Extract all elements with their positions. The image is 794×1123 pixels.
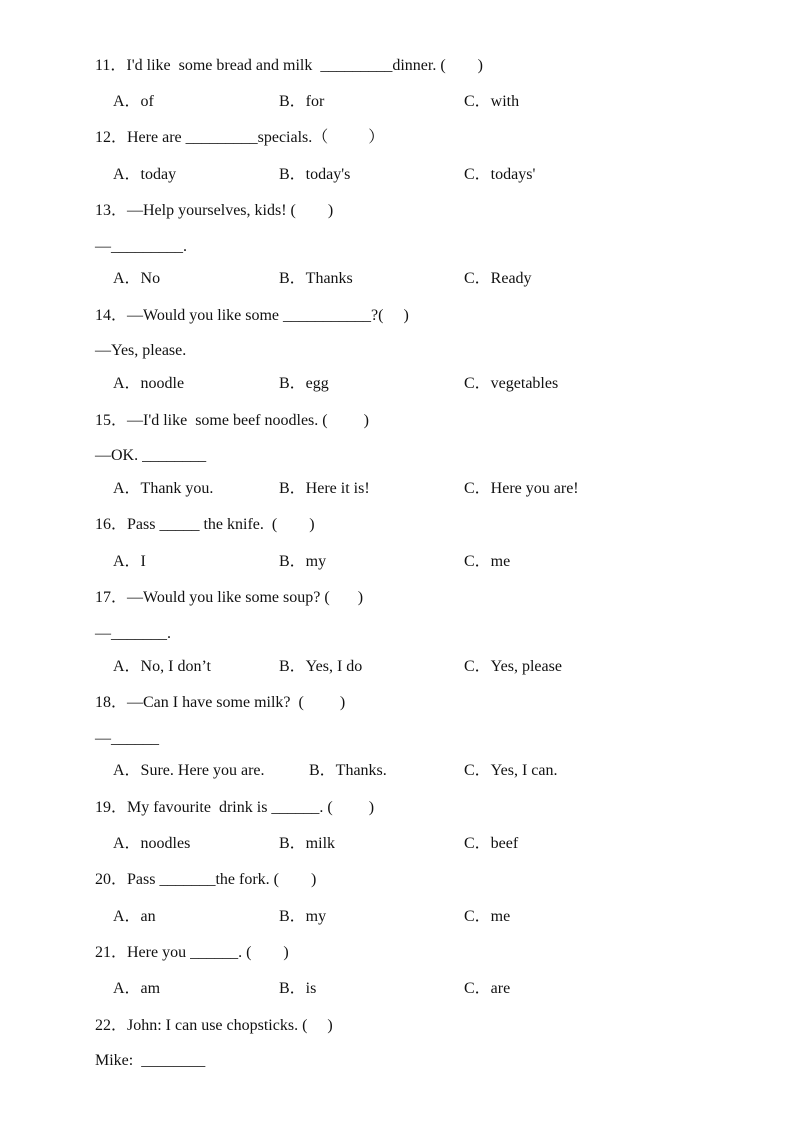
question-13-option-c: C．Ready — [464, 270, 532, 287]
question-15-reply: —OK. ________ — [95, 447, 207, 464]
question-18-stem: 18．—Can I have some milk? ( ) — [95, 694, 346, 711]
question-18-option-b: B．Thanks. — [309, 762, 387, 779]
question-14-option-c: C．vegetables — [464, 375, 559, 392]
question-18-option-a: A．Sure. Here you are. — [113, 762, 265, 779]
question-18-option-c: C．Yes, I can. — [464, 762, 558, 779]
question-20-stem: 20．Pass _______the fork. ( ) — [95, 871, 317, 888]
question-19-option-c: C．beef — [464, 835, 519, 852]
question-16-option-c: C．me — [464, 553, 511, 570]
question-14-stem: 14．—Would you like some ___________?( ) — [95, 307, 409, 324]
question-16-option-a: A．I — [113, 553, 146, 570]
question-15-option-b: B．Here it is! — [279, 480, 370, 497]
question-11-stem: 11．I'd like some bread and milk _________dinner. ( ) — [95, 57, 484, 74]
question-15-option-c: C．Here you are! — [464, 480, 579, 497]
question-22-reply: Mike: ________ — [95, 1052, 206, 1069]
question-19-option-b: B．milk — [279, 835, 336, 852]
question-13-reply: —_________. — [95, 238, 187, 255]
question-13-option-a: A．No — [113, 270, 161, 287]
question-12-option-b: B．today's — [279, 166, 351, 183]
question-15-option-a: A．Thank you. — [113, 480, 214, 497]
question-17-option-c: C．Yes, please — [464, 658, 562, 675]
question-22-stem: 22．John: I can use chopsticks. ( ) — [95, 1017, 333, 1034]
question-21-option-c: C．are — [464, 980, 511, 997]
question-12-option-c: C．todays' — [464, 166, 536, 183]
question-21-stem: 21．Here you ______. ( ) — [95, 944, 289, 961]
question-17-option-b: B．Yes, I do — [279, 658, 363, 675]
question-11-option-b: B．for — [279, 93, 325, 110]
question-13-option-b: B．Thanks — [279, 270, 353, 287]
question-12-stem: 12．Here are _________specials.（ ） — [95, 129, 385, 146]
question-14-option-b: B．egg — [279, 375, 329, 392]
question-13-stem: 13．—Help yourselves, kids! ( ) — [95, 202, 334, 219]
question-14-reply: —Yes, please. — [95, 342, 187, 359]
question-19-stem: 19．My favourite drink is ______. ( ) — [95, 799, 375, 816]
question-17-reply: —_______. — [95, 625, 171, 642]
question-20-option-a: A．an — [113, 908, 156, 925]
question-17-option-a: A．No, I don’t — [113, 658, 211, 675]
question-15-stem: 15．—I'd like some beef noodles. ( ) — [95, 412, 369, 429]
question-14-option-a: A．noodle — [113, 375, 185, 392]
question-11-option-a: A．of — [113, 93, 154, 110]
question-16-option-b: B．my — [279, 553, 327, 570]
question-21-option-a: A．am — [113, 980, 161, 997]
question-17-stem: 17．—Would you like some soup? ( ) — [95, 589, 364, 606]
question-11-option-c: C．with — [464, 93, 520, 110]
question-21-option-b: B．is — [279, 980, 317, 997]
question-18-reply: —______ — [95, 730, 159, 747]
question-20-option-b: B．my — [279, 908, 327, 925]
question-16-stem: 16．Pass _____ the knife. ( ) — [95, 516, 315, 533]
question-19-option-a: A．noodles — [113, 835, 191, 852]
question-12-option-a: A．today — [113, 166, 177, 183]
question-20-option-c: C．me — [464, 908, 511, 925]
